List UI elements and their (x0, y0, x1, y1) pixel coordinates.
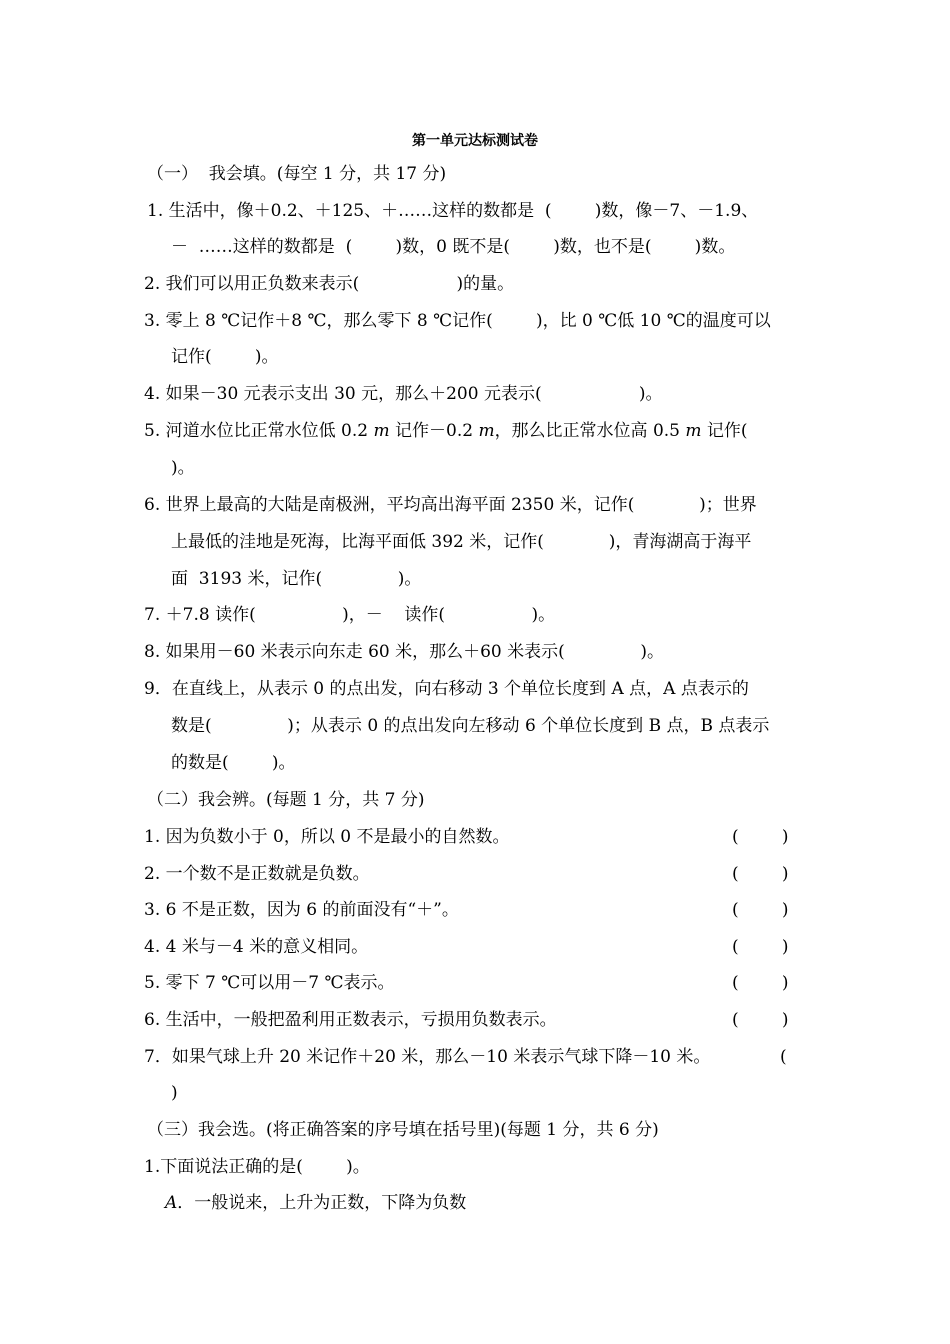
question-5-text-b: 记作－0.2 (389, 421, 479, 441)
section3-heading: （三）我会选。(将正确答案的序号填在括号里)(每题 1 分，共 6 分) (147, 1120, 659, 1140)
option-a (165, 1193, 466, 1213)
judge-item-7: 7．如果气球上升 20 米记作＋20 米，那么－10 米表示气球下降－10 米。 (144, 1047, 711, 1067)
answer-paren: ( ) (732, 937, 789, 957)
option-a-text: ．一般说来，上升为正数，下降为负数 (177, 1193, 467, 1213)
question-4: 4. 如果－30 元表示支出 30 元，那么＋200 元表示( )。 (144, 384, 663, 404)
question-6-line-1: 6. 世界上最高的大陆是南极洲，平均高出海平面 2350 米，记作( )；世界 (144, 495, 757, 515)
answer-paren: ( ) (732, 900, 789, 920)
question-6-line-2: 上最低的洼地是死海，比海平面低 392 米，记作( )，青海湖高于海平 (171, 532, 752, 552)
question-5-text-a: 5. 河道水位比正常水位低 0.2 (144, 421, 374, 441)
unit-m: m (685, 421, 702, 441)
question-5-text-c: ，那么比正常水位高 0.5 (494, 421, 686, 441)
question-7: 7. ＋7.8 读作( )，－ 读作( )。 (144, 605, 556, 625)
answer-paren: ( ) (732, 1010, 789, 1030)
option-a-label: A (165, 1193, 178, 1213)
question-5-line-1 (144, 421, 748, 441)
section2-heading: （二）我会辨。(每题 1 分，共 7 分) (147, 790, 425, 810)
unit-m: m (373, 421, 390, 441)
answer-paren: ( ) (732, 973, 789, 993)
question-9-line-3: 的数是( )。 (171, 753, 296, 773)
answer-paren: ( ) (732, 864, 789, 884)
judge-item-5: 5. 零下 7 ℃可以用－7 ℃表示。 (144, 973, 395, 993)
answer-paren: ( ) (732, 827, 789, 847)
answer-paren-open: ( (780, 1047, 787, 1067)
question-5-line-2: )。 (171, 458, 195, 478)
judge-item-6: 6. 生活中，一般把盈利用正数表示，亏损用负数表示。 (144, 1010, 557, 1030)
judge-item-2: 2. 一个数不是正数就是负数。 (144, 864, 370, 884)
judge-item-4: 4. 4 米与－4 米的意义相同。 (144, 937, 369, 957)
question-9-line-1: 9．在直线上，从表示 0 的点出发，向右移动 3 个单位长度到 A 点，A 点表示的 (144, 679, 749, 699)
question-1-line-2: － ……这样的数都是 ( )数，0 既不是( )数，也不是( )数。 (171, 237, 736, 257)
section1-heading: （一） 我会填。(每空 1 分，共 17 分) (147, 164, 447, 184)
question-1-line-1: 1. 生活中，像＋0.2、＋125、＋……这样的数都是 ( )数，像－7、－1.9、 (147, 201, 759, 221)
answer-paren-close: ) (171, 1083, 178, 1103)
question-5-text-d: 记作( (701, 421, 748, 441)
unit-m: m (478, 421, 495, 441)
question-3-line-1: 3. 零上 8 ℃记作＋8 ℃，那么零下 8 ℃记作( )，比 0 ℃低 10 ℃的温度可以 (144, 311, 771, 331)
choice-question-1: 1.下面说法正确的是( )。 (144, 1157, 370, 1177)
judge-item-3: 3. 6 不是正数，因为 6 的前面没有“＋”。 (144, 900, 459, 920)
question-2: 2. 我们可以用正负数来表示( )的量。 (144, 274, 515, 294)
page-title: 第一单元达标测试卷 (412, 133, 538, 149)
judge-item-1: 1. 因为负数小于 0，所以 0 不是最小的自然数。 (144, 827, 510, 847)
question-8: 8. 如果用－60 米表示向东走 60 米，那么＋60 米表示( )。 (144, 642, 665, 662)
question-9-line-2: 数是( )；从表示 0 的点出发向左移动 6 个单位长度到 B 点，B 点表示 (171, 716, 770, 736)
question-3-line-2: 记作( )。 (171, 347, 279, 367)
question-6-line-3: 面 3193 米，记作( )。 (171, 569, 422, 589)
